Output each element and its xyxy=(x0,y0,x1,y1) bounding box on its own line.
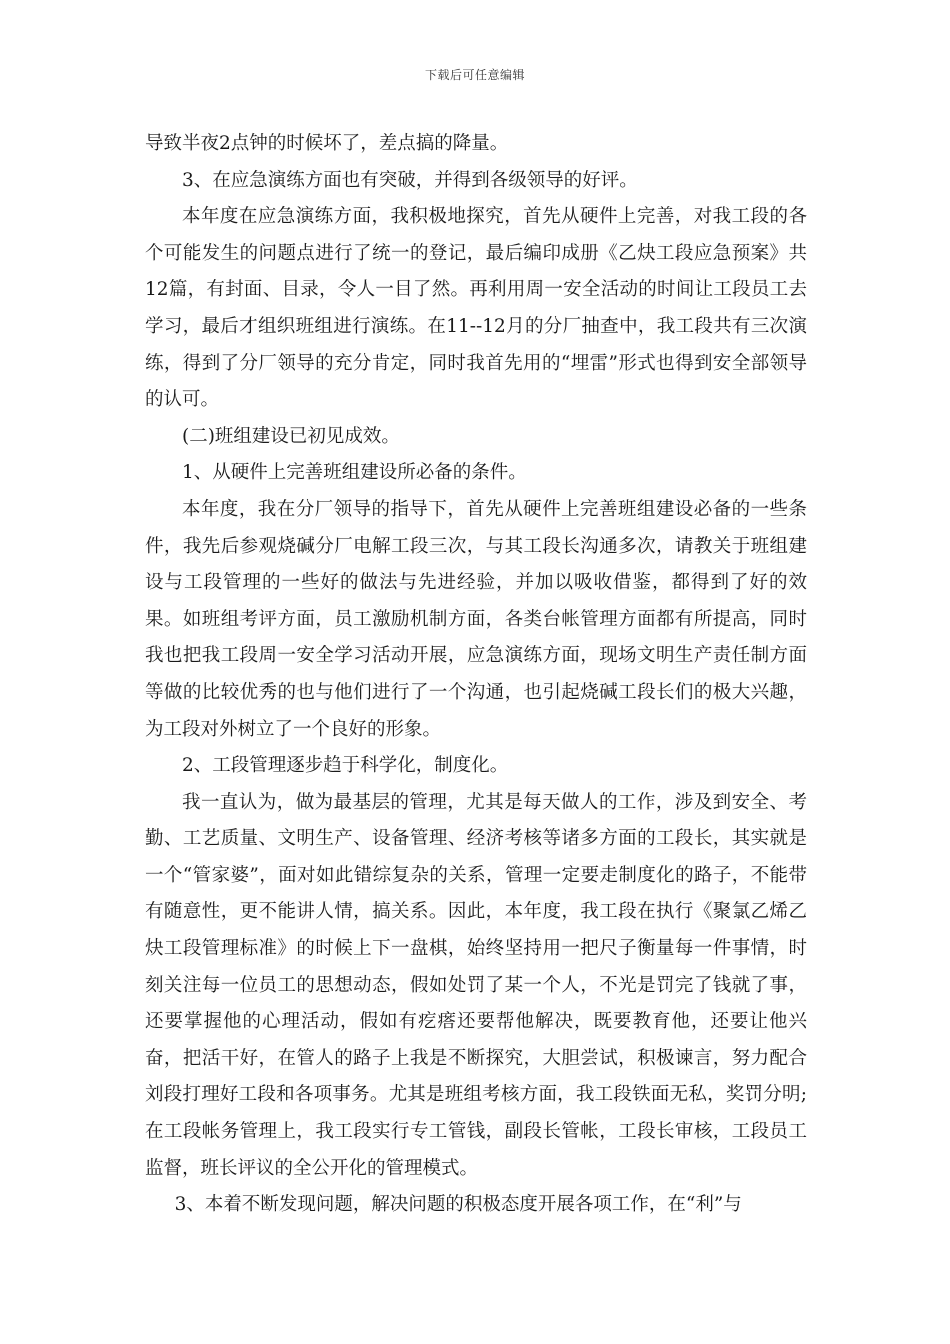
paragraph-emergency-drill: 本年度在应急演练方面，我积极地探究，首先从硬件上完善，对我工段的各个可能发生的问题点进行了统一的登记，最后编印成册《乙炔工段应急预案》共12篇，有封面、目录，令人一目了然。再利用周一安全活动的时间让工段员工去学习，最后才组织班组进行演练。在11--12月的分厂抽查中，我工段共有三次演练，得到了分厂领导的充分肯定，同时我首先用的“埋雷”形式也得到安全部领导的认可。 xyxy=(145,206,807,411)
section-heading-team-building: (二)班组建设已初见成效。 xyxy=(182,425,400,447)
paragraph-hardware-detail: 本年度，我在分厂领导的指导下，首先从硬件上完善班组建设必备的一些条件，我先后参观烧碱分厂电解工段三次，与其工段长沟通多次，请教关于班组建设与工段管理的一些好的做法与先进经验，并加以吸收借鉴，都得到了好的效果。如班组考评方面，员工激励机制方面，各类台帐管理方面都有所提高，同时我也把我工段周一安全学习活动开展，应急演练方面，现场文明生产责任制方面等做的比较优秀的也与他们进行了一个沟通，也引起烧碱工段长们的极大兴趣，为工段对外树立了一个良好的形象。 xyxy=(145,498,807,740)
document-body xyxy=(145,126,807,1224)
paragraph-item-3-problems: 3、本着不断发现问题，解决问题的积极态度开展各项工作，在“利”与 xyxy=(174,1194,742,1216)
paragraph-item-3-emergency: 3、在应急演练方面也有突破，并得到各级领导的好评。 xyxy=(182,169,638,191)
paragraph-continuation: 导致半夜2点钟的时候坏了，差点搞的降量。 xyxy=(145,133,509,154)
paragraph-item-1-hardware: 1、从硬件上完善班组建设所必备的条件。 xyxy=(182,462,527,484)
paragraph-management-detail: 我一直认为，做为最基层的管理，尤其是每天做人的工作，涉及到安全、考勤、工艺质量、文明生产、设备管理、经济考核等诸多方面的工段长，其实就是一个“管家婆”，面对如此错综复杂的关系，管理一定要走制度化的路子，不能带有随意性，更不能讲人情，搞关系。因此，本年度，我工段在执行《聚氯乙烯乙炔工段管理标准》的时候上下一盘棋，始终坚持用一把尺子衡量每一件事情，时刻关注每一位员工的思想动态，假如处罚了某一个人，不光是罚完了钱就了事，还要掌握他的心理活动，假如有疙瘩还要帮他解决，既要教育他，还要让他兴奋，把活干好，在管人的路子上我是不断探究，大胆尝试，积极谏言，努力配合刘段打理好工段和各项事务。尤其是班组考核方面，我工段铁面无私，奖罚分明;在工段帐务管理上，我工段实行专工管钱，副段长管帐，工段长审核，工段员工监督，班长评议的全公开化的管理模式。 xyxy=(145,791,807,1179)
paragraph-item-2-management: 2、工段管理逐步趋于科学化，制度化。 xyxy=(182,755,509,777)
page-header: 下载后可任意编辑 xyxy=(424,68,525,82)
